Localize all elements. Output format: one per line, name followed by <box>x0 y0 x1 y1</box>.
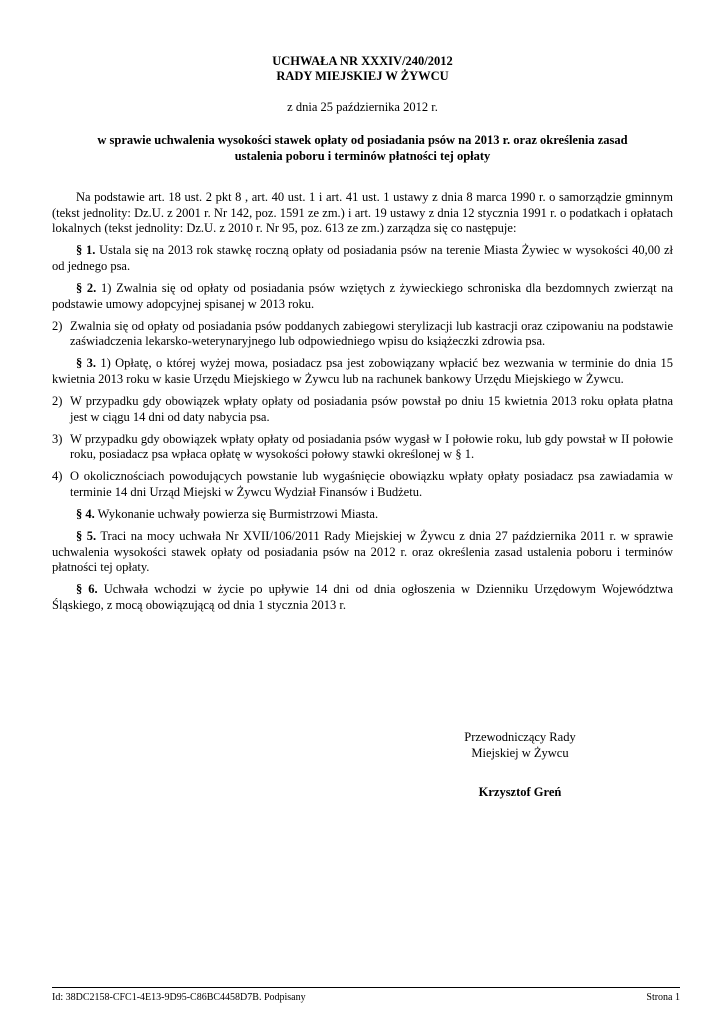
section-2-item-2 <box>52 319 673 350</box>
section-3-item-2 <box>52 394 673 425</box>
signatory-council: Miejskiej w Żywcu <box>471 745 569 760</box>
item-number: 4) <box>52 469 63 484</box>
section-6-text: Uchwała wchodzi w życie po upływie 14 dni od dnia ogłoszenia w Dzienniku Urzędowym Województwa Śląskiego, z mocą obowiązującą od dnia 1 stycznia 2013 r. <box>52 582 674 613</box>
resolution-number: UCHWAŁA NR XXXIV/240/2012 <box>272 54 453 68</box>
section-2 <box>52 281 673 312</box>
section-2-label: § 2. <box>76 280 97 295</box>
document-id: Id: 38DC2158-CFC1-4E13-9D95-C86BC4458D7B. Podpisany <box>52 992 306 1003</box>
signatory-name: Krzysztof Greń <box>478 785 562 800</box>
section-1-label: § 1. <box>76 243 96 258</box>
resolution-date: z dnia 25 października 2012 r. <box>287 100 438 114</box>
item-number: 2) <box>52 318 63 333</box>
section-3-label: § 3. <box>76 356 96 371</box>
item-text: W przypadku gdy obowiązek wpłaty opłaty od posiadania psów powstał po dniu 15 kwietnia 2013 roku opłata płatna jest w ciągu 14 dni od daty nabycia psa. <box>70 394 673 424</box>
section-6 <box>52 582 673 613</box>
item-number: 2) <box>52 394 63 409</box>
council-name: RADY MIEJSKIEJ W ŻYWCU <box>276 69 449 83</box>
section-5-label: § 5. <box>76 529 97 544</box>
page-footer <box>52 992 680 1003</box>
section-5-text: Traci na mocy uchwała Nr XVII/106/2011 Rady Miejskiej w Żywcu z dnia 27 października 2011 r. w sprawie uchwalenia wysokości stawek opłaty od posiadania psów na 2012 r. oraz określenia zasad ustalenia poboru i terminów płatności tej opłaty. <box>52 529 673 575</box>
resolution-subject: w sprawie uchwalenia wysokości stawek opłaty od posiadania psów na 2013 r. oraz określenia zasad ustalenia poboru i terminów płatności tej opłaty <box>97 133 628 163</box>
item-text: W przypadku gdy obowiązek wpłaty opłaty od posiadania psów wygasł w I połowie roku, lub gdy powstał w II połowie roku, posiadacz psa wpłaca opłatę w wysokości połowy stawki określonej w § 1. <box>70 431 673 462</box>
section-4 <box>52 507 673 523</box>
section-3-item-4 <box>52 469 673 500</box>
signature-block <box>420 730 620 801</box>
section-3-item-1: 1) Opłatę, o której wyżej mowa, posiadacz psa jest zobowiązany wpłacić bez wezwania w terminie do dnia 15 kwietnia 2013 roku w kasie Urzędu Miejskiego w Żywcu lub na rachunek bankowy Urzędu Miejskiego w Żywcu. <box>52 356 674 386</box>
section-5 <box>52 529 673 576</box>
section-3 <box>52 356 673 387</box>
section-4-label: § 4. <box>76 507 95 522</box>
section-2-item-1: 1) Zwalnia się od opłaty od posiadania psów wziętych z żywieckiego schroniska dla bezdomnych zwierząt na podstawie umowy adopcyjnej spisanej w 2013 roku. <box>52 280 674 311</box>
item-text: O okolicznościach powodujących powstanie lub wygaśnięcie obowiązku wpłaty opłaty posiadacz psa zawiadamia w terminie 14 dni Urząd Miejski w Żywcu Wydział Finansów i Budżetu. <box>70 469 673 499</box>
preamble: Na podstawie art. 18 ust. 2 pkt 8 , art. 40 ust. 1 i art. 41 ust. 1 ustawy z dnia 8 marca 1990 r. o samorządzie gminnym (tekst jednolity: Dz.U. z 2001 r. Nr 142, poz. 1591 ze zm.) i art. 19 ustawy z dnia 12 stycznia 1991 r. o podatkach i opłatach lokalnych (tekst jednolity: Dz.U. z 2010 r. Nr 95, poz. 613 ze zm.) zarządza się co następuje: <box>52 190 673 236</box>
footer-divider <box>52 987 680 988</box>
section-6-label: § 6. <box>76 582 98 597</box>
item-number: 3) <box>52 431 63 446</box>
section-4-text: Wykonanie uchwały powierza się Burmistrzowi Miasta. <box>97 507 379 522</box>
document-header <box>0 54 725 84</box>
item-text: Zwalnia się od opłaty od posiadania psów poddanych zabiegowi sterylizacji lub kastracji oraz czipowaniu na podstawie zaświadczenia lekarsko-weterynaryjnego lub odpowiedniego wpisu do książeczki zdrowia psa. <box>70 318 673 349</box>
section-1 <box>52 243 673 274</box>
section-1-text: Ustala się na 2013 rok stawkę roczną opłaty od posiadania psów na terenie Miasta Żywiec w wysokości 40,00 zł od jednego psa. <box>52 243 674 273</box>
section-3-item-3 <box>52 432 673 463</box>
signatory-title: Przewodniczący Rady <box>464 730 576 744</box>
page-number: Strona 1 <box>646 992 680 1003</box>
document-body <box>52 190 673 620</box>
